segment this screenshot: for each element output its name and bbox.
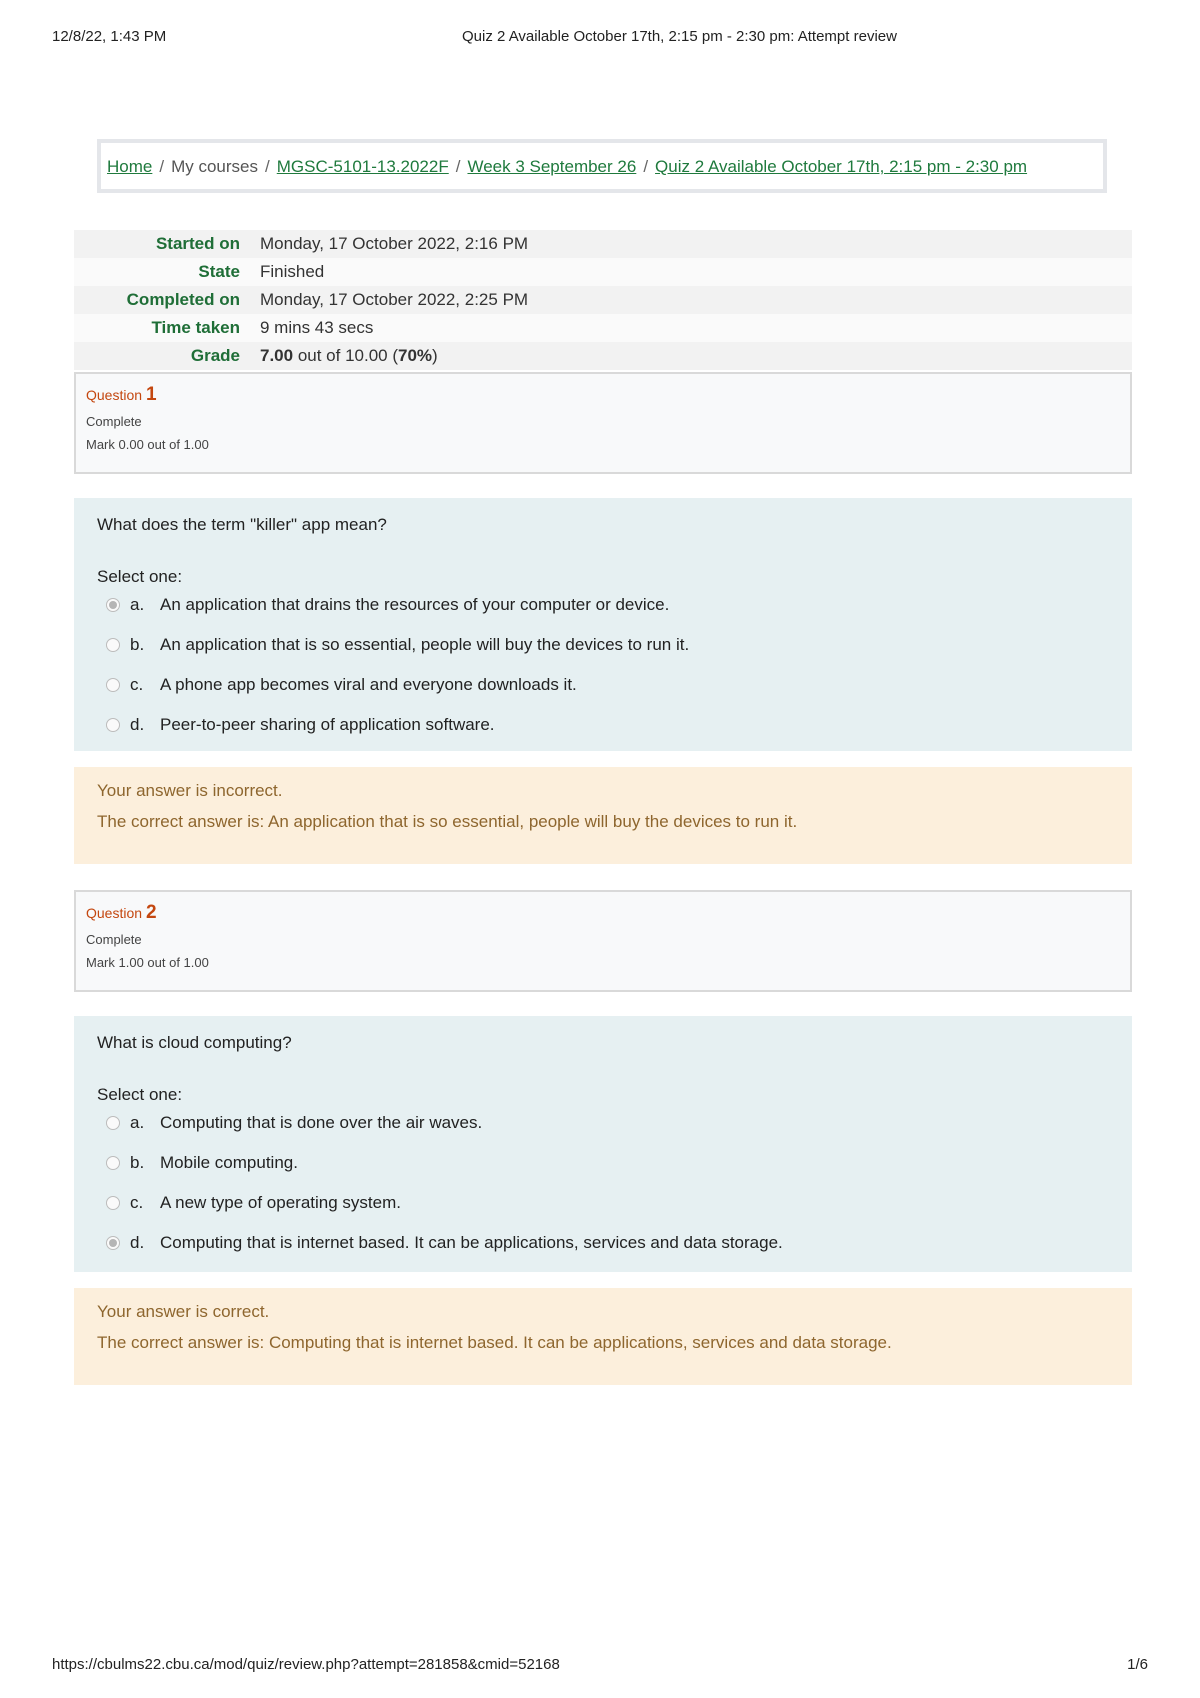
question-text: What is cloud computing? bbox=[97, 1033, 292, 1052]
answer-option-d[interactable] bbox=[97, 1231, 1132, 1271]
breadcrumb-my-courses: My courses bbox=[171, 157, 259, 176]
print-page-number: 1/6 bbox=[1127, 1656, 1148, 1673]
summary-row-state bbox=[74, 258, 1132, 286]
question-label: Question bbox=[86, 387, 143, 403]
summary-row-completed bbox=[74, 286, 1132, 314]
time-taken-value: 9 mins 43 secs bbox=[250, 314, 1132, 342]
option-text: Computing that is internet based. It can be applications, services and data storage. bbox=[160, 1233, 783, 1252]
option-letter: b. bbox=[130, 1153, 145, 1172]
breadcrumb-home-link[interactable]: Home bbox=[107, 157, 153, 176]
print-date: 12/8/22, 1:43 PM bbox=[52, 28, 167, 45]
feedback-text: Your answer is correct. bbox=[97, 1302, 270, 1321]
attempt-summary-table bbox=[74, 230, 1132, 370]
option-text: An application that is so essential, people will buy the devices to run it. bbox=[160, 635, 690, 654]
question-number-value: 2 bbox=[145, 902, 157, 923]
correct-answer-text: The correct answer is: An application that is so essential, people will buy the devices to run it. bbox=[97, 812, 798, 831]
time-taken-label: Time taken bbox=[74, 314, 250, 342]
question-2-info bbox=[74, 890, 1132, 992]
print-header bbox=[52, 28, 1148, 50]
answer-option-a[interactable] bbox=[97, 593, 1132, 633]
question-text: What does the term "killer" app mean? bbox=[97, 515, 387, 534]
option-letter: c. bbox=[130, 675, 144, 694]
summary-row-time-taken bbox=[74, 314, 1132, 342]
radio-button[interactable] bbox=[106, 638, 120, 652]
breadcrumb-separator: / bbox=[265, 157, 270, 176]
breadcrumb-separator: / bbox=[455, 157, 461, 176]
option-letter: d. bbox=[130, 715, 145, 734]
breadcrumb-quiz-link[interactable]: Quiz 2 Available October 17th, 2:15 pm - 2:30 pm bbox=[655, 157, 1028, 176]
question-number bbox=[86, 902, 1130, 924]
breadcrumb-separator: / bbox=[159, 157, 165, 176]
state-value: Finished bbox=[250, 258, 1132, 286]
option-text: Computing that is done over the air waves. bbox=[160, 1113, 483, 1132]
question-label: Question bbox=[86, 905, 143, 921]
select-one-prompt: Select one: bbox=[97, 567, 183, 586]
radio-button[interactable] bbox=[106, 1116, 120, 1130]
option-letter: c. bbox=[130, 1193, 144, 1212]
breadcrumb-course-link[interactable]: MGSC-5101-13.2022F bbox=[276, 157, 449, 176]
started-on-label: Started on bbox=[74, 230, 250, 258]
radio-button[interactable] bbox=[106, 718, 120, 732]
grade-score: 7.00 bbox=[260, 346, 294, 365]
question-mark: Mark 1.00 out of 1.00 bbox=[86, 955, 209, 970]
option-letter: b. bbox=[130, 635, 145, 654]
radio-button[interactable] bbox=[106, 678, 120, 692]
question-1-feedback bbox=[74, 767, 1132, 864]
question-number-value: 1 bbox=[145, 384, 157, 405]
grade-out-of: out of 10.00 ( bbox=[297, 346, 399, 365]
answer-option-c[interactable] bbox=[97, 1191, 1132, 1231]
question-1-info bbox=[74, 372, 1132, 474]
question-1-formulation bbox=[74, 498, 1132, 751]
option-letter: d. bbox=[130, 1233, 145, 1252]
breadcrumb-week-link[interactable]: Week 3 September 26 bbox=[467, 157, 637, 176]
feedback-text: Your answer is incorrect. bbox=[97, 781, 283, 800]
print-page-title: Quiz 2 Available October 17th, 2:15 pm - 2:30 pm: Attempt review bbox=[462, 28, 897, 45]
select-one-prompt: Select one: bbox=[97, 1085, 183, 1104]
option-letter: a. bbox=[130, 595, 145, 614]
question-state: Complete bbox=[86, 414, 142, 429]
answer-option-b[interactable] bbox=[97, 633, 1132, 673]
answer-option-d[interactable] bbox=[97, 713, 1132, 753]
question-state: Complete bbox=[86, 932, 142, 947]
grade-percent: 70% bbox=[398, 346, 433, 365]
question-2-feedback bbox=[74, 1288, 1132, 1385]
radio-button[interactable] bbox=[106, 1156, 120, 1170]
breadcrumb-separator: / bbox=[643, 157, 649, 176]
summary-row-started bbox=[74, 230, 1132, 258]
option-text: An application that drains the resources of your computer or device. bbox=[160, 595, 670, 614]
answer-option-b[interactable] bbox=[97, 1151, 1132, 1191]
answer-option-c[interactable] bbox=[97, 673, 1132, 713]
correct-answer-text: The correct answer is: Computing that is internet based. It can be applications, services and data storage. bbox=[97, 1333, 892, 1352]
grade-value bbox=[250, 342, 1132, 370]
question-2-formulation bbox=[74, 1016, 1132, 1272]
option-text: Mobile computing. bbox=[160, 1153, 298, 1172]
answer-option-a[interactable] bbox=[97, 1111, 1132, 1151]
question-number bbox=[86, 384, 1130, 406]
grade-label: Grade bbox=[74, 342, 250, 370]
radio-button-selected[interactable] bbox=[106, 1236, 120, 1250]
started-on-value: Monday, 17 October 2022, 2:16 PM bbox=[250, 230, 1132, 258]
option-letter: a. bbox=[130, 1113, 145, 1132]
option-text: Peer-to-peer sharing of application software. bbox=[160, 715, 495, 734]
option-text: A new type of operating system. bbox=[160, 1193, 401, 1212]
print-url: https://cbulms22.cbu.ca/mod/quiz/review.php?attempt=281858&cmid=52168 bbox=[52, 1656, 560, 1673]
completed-on-label: Completed on bbox=[74, 286, 250, 314]
grade-close-paren: ) bbox=[432, 346, 438, 365]
completed-on-value: Monday, 17 October 2022, 2:25 PM bbox=[250, 286, 1132, 314]
state-label: State bbox=[74, 258, 250, 286]
radio-button[interactable] bbox=[106, 1196, 120, 1210]
print-footer bbox=[52, 1656, 1148, 1678]
option-text: A phone app becomes viral and everyone downloads it. bbox=[160, 675, 577, 694]
breadcrumb bbox=[97, 139, 1107, 193]
radio-button-selected[interactable] bbox=[106, 598, 120, 612]
question-mark: Mark 0.00 out of 1.00 bbox=[86, 437, 209, 452]
summary-row-grade bbox=[74, 342, 1132, 370]
